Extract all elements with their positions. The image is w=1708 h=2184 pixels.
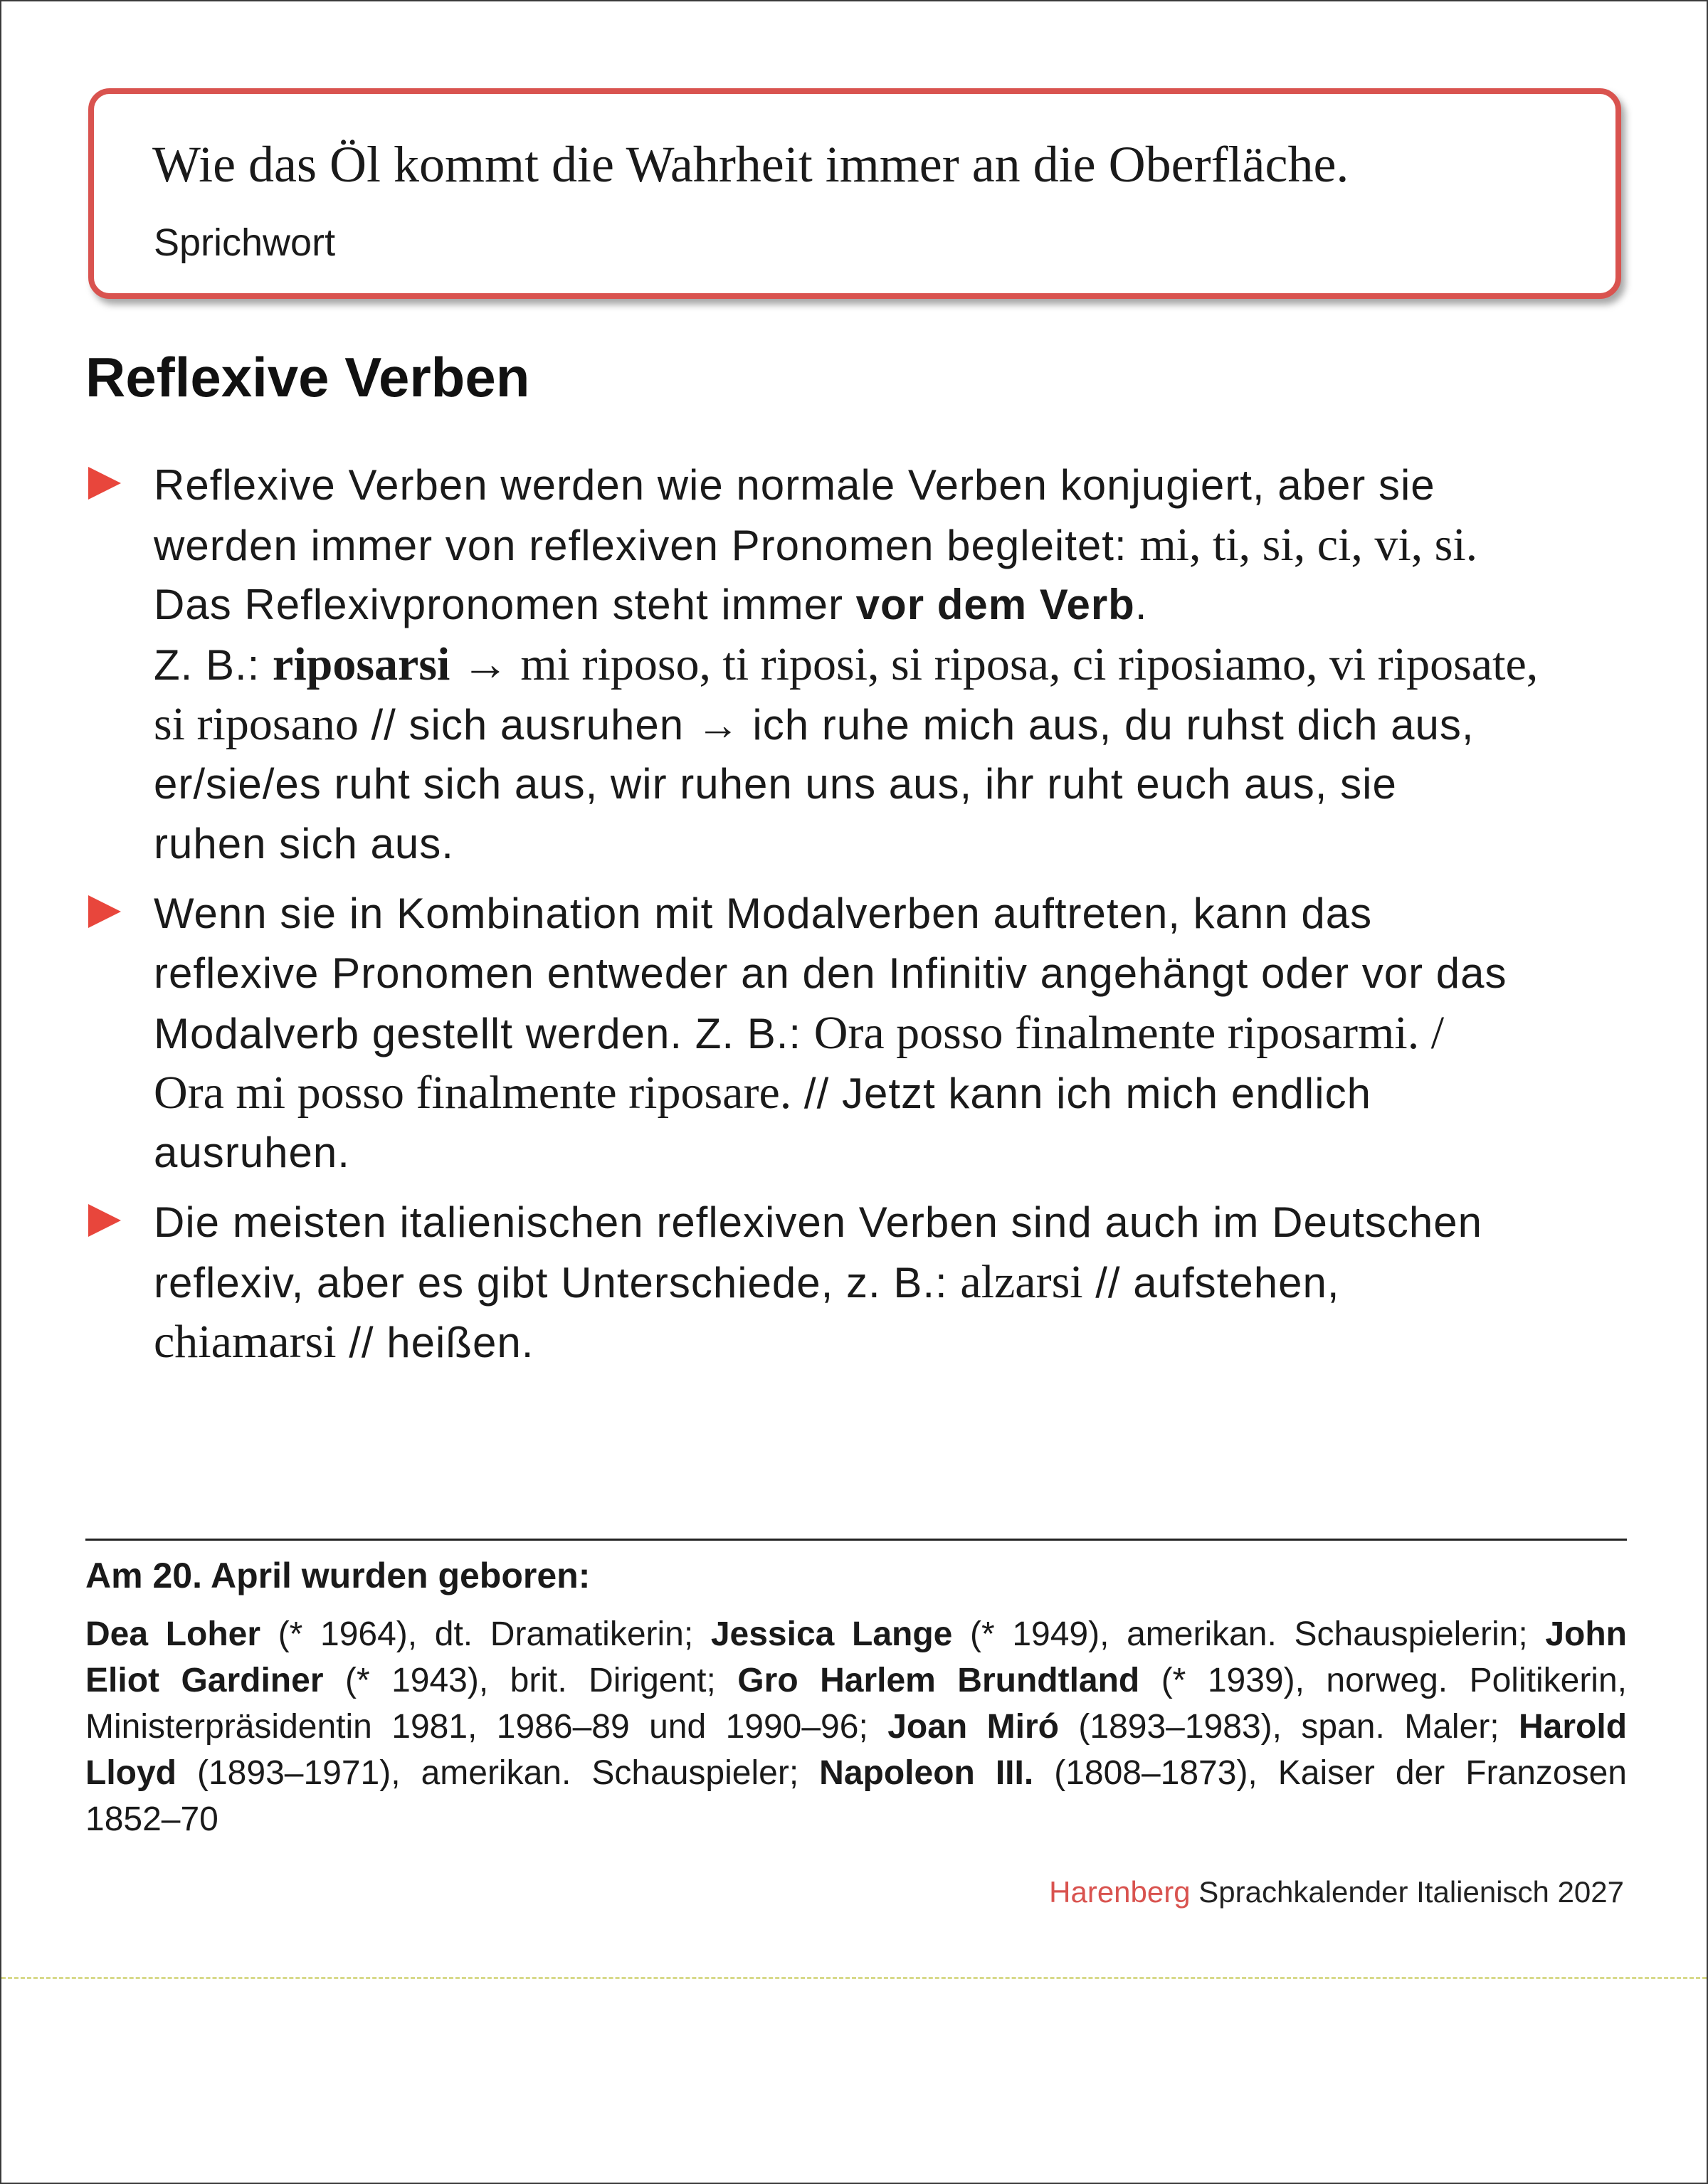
italian-text: chiamarsi — [154, 1316, 337, 1368]
italian-text: alzarsi — [960, 1256, 1083, 1308]
text: // sich ausruhen → ich ruhe mich aus, du ruhst dich aus, — [358, 701, 1475, 749]
quote-source: Sprichwort — [154, 221, 336, 264]
bullet-line: Reflexive Verben werden wie normale Verben konjugiert, aber sie — [154, 461, 1435, 509]
person-name: Napoleon III. — [819, 1754, 1034, 1792]
person-details: (* 1943), brit. Dirigent; — [323, 1662, 738, 1699]
births-line: 1852–70 — [85, 1800, 218, 1838]
text: Z. B.: — [154, 641, 273, 689]
bullet-item — [85, 1193, 1630, 1372]
births-line — [85, 1750, 1627, 1796]
bullet-line: ruhen sich aus. — [154, 820, 454, 867]
bullet-item — [85, 884, 1630, 1183]
person-name: Joan Miró — [887, 1708, 1059, 1746]
text: // Jetzt kann ich mich endlich — [791, 1070, 1371, 1117]
person-name: Eliot Gardiner — [85, 1662, 324, 1699]
person-name: Lloyd — [85, 1754, 176, 1792]
text: . — [1134, 581, 1148, 628]
text: // aufstehen, — [1082, 1259, 1340, 1307]
person-name: Dea Loher — [85, 1615, 261, 1653]
italian-text: → mi riposo, ti riposi, si riposa, ci riposiamo, vi riposate, — [450, 638, 1539, 690]
person-name: Gro Harlem Brundtland — [737, 1662, 1140, 1699]
text: // heißen. — [336, 1319, 534, 1366]
births-title: Am 20. April wurden geboren: — [85, 1556, 591, 1595]
page-title: Reflexive Verben — [85, 346, 530, 408]
bullet-line: ausruhen. — [154, 1129, 350, 1176]
person-details: (1893–1983), span. Maler; — [1058, 1708, 1519, 1746]
person-name: John — [1545, 1615, 1627, 1653]
bullet-line — [154, 1003, 1630, 1063]
dashed-cut-line — [1, 1977, 1707, 1979]
births-line — [85, 1611, 1627, 1657]
triangle-arrow-icon — [88, 1204, 121, 1237]
emphasis-text: vor dem Verb — [855, 581, 1135, 628]
births-list — [85, 1611, 1627, 1842]
births-line — [85, 1704, 1627, 1750]
bullet-line — [154, 515, 1630, 575]
brand-name: Harenberg — [1049, 1875, 1191, 1909]
bullet-line: Die meisten italienischen reflexiven Verben sind auch im Deutschen — [154, 1198, 1482, 1246]
person-details: (* 1964), dt. Dramatikerin; — [260, 1615, 711, 1653]
person-details: (1808–1873), Kaiser der Franzosen — [1033, 1754, 1627, 1792]
triangle-arrow-icon — [88, 467, 121, 500]
text: reflexiv, aber es gibt Unterschiede, z. B.: — [154, 1259, 961, 1307]
person-details: (* 1949), amerikan. Schauspielerin; — [952, 1615, 1546, 1653]
quote-box — [88, 88, 1621, 299]
italian-text: Ora posso finalmente riposarmi. / — [813, 1007, 1445, 1059]
person-name: Harold — [1519, 1708, 1628, 1746]
person-name: Jessica Lange — [710, 1615, 953, 1653]
quote-text: Wie das Öl kommt die Wahrheit immer an die Oberfläche. — [152, 136, 1349, 193]
text: werden immer von reflexiven Pronomen begleitet: — [154, 522, 1140, 569]
text: Modalverb gestellt werden. Z. B.: — [154, 1010, 814, 1057]
italian-text: Ora mi posso finalmente riposare. — [154, 1067, 792, 1119]
bullet-line: Wenn sie in Kombination mit Modalverben auftreten, kann das — [154, 890, 1373, 937]
births-line — [85, 1657, 1627, 1704]
italian-text: si riposano — [154, 698, 359, 750]
bullet-line: er/sie/es ruht sich aus, wir ruhen uns aus, ihr ruht euch aus, sie — [154, 760, 1397, 808]
bullet-line: reflexive Pronomen entweder an den Infinitiv angehängt oder vor das — [154, 949, 1507, 997]
publication-title: Sprachkalender Italienisch 2027 — [1190, 1875, 1624, 1909]
divider — [85, 1539, 1627, 1541]
bullet-line — [154, 635, 1630, 695]
bullet-line — [154, 1312, 1630, 1372]
person-details: (* 1939), norweg. Politikerin, — [1139, 1662, 1628, 1699]
bullet-list — [85, 455, 1630, 1382]
triangle-arrow-icon — [88, 895, 121, 928]
bullet-line — [154, 1063, 1630, 1123]
bullet-line — [154, 575, 1630, 635]
italian-text: mi, ti, si, ci, vi, si. — [1139, 519, 1478, 571]
footer-credit — [1049, 1875, 1624, 1909]
person-details: (1893–1971), amerikan. Schauspieler; — [176, 1754, 820, 1792]
bullet-line — [154, 695, 1630, 754]
text: Das Reflexivpronomen steht immer — [154, 581, 856, 628]
bullet-line — [154, 1252, 1630, 1312]
bullet-item — [85, 455, 1630, 874]
italian-verb: riposarsi — [273, 638, 450, 690]
person-details: Ministerpräsidentin 1981, 1986–89 und 1990–96; — [85, 1708, 888, 1746]
